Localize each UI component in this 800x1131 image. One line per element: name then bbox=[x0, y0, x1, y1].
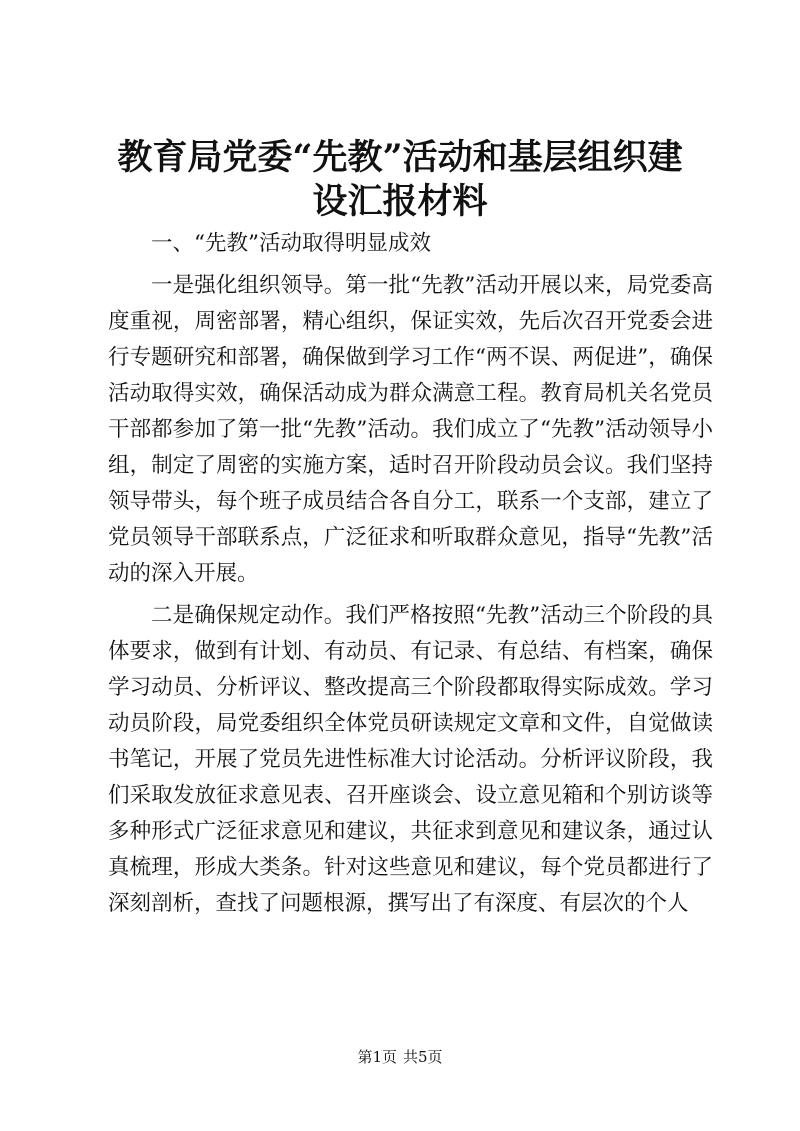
document-title: 教育局党委“先教”活动和基层组织建设汇报材料 bbox=[117, 137, 683, 222]
section-heading: 一、“先教”活动取得明显成效 bbox=[151, 231, 431, 256]
paragraph-2: 二是确保规定动作。我们严格按照“先教”活动三个阶段的具体要求，做到有计划、有动员、有记录、有总结、有档案，确保学习动员、分析评议、整改提高三个阶段都取得实际成效。学习动员阶段，局党委组织全体党员研读规定文章和文件，自觉做读书笔记，开展了党员先进性标准大讨论活动。分析评议阶段，我们采取发放征求意见表、召开座谈会、设立意见箱和个别访谈等多种形式广泛征求意见和建议，共征求到意见和建议条，通过认真梳理，形成大类条。针对这些意见和建议，每个党员都进行了深刻剖析，查找了问题根源，撰写出了有深度、有层次的个人 bbox=[108, 603, 713, 916]
page-footer bbox=[0, 1047, 800, 1067]
page-number-current: 第1页 bbox=[357, 1048, 397, 1066]
page-number-total: 共5页 bbox=[403, 1048, 443, 1066]
document-body bbox=[108, 226, 713, 922]
paragraph-1: 一是强化组织领导。第一批“先教”活动开展以来，局党委高度重视，周密部署，精心组织，保证实效，先后次召开党委会进行专题研究和部署，确保做到学习工作“两不误、两促进”，确保活动取得实效，确保活动成为群众满意工程。教育局机关名党员干部都参加了第一批“先教”活动。我们成立了“先教”活动领导小组，制定了周密的实施方案，适时召开阶段动员会议。我们坚持领导带头，每个班子成员结合各自分工，联系一个支部，建立了党员领导干部联系点，广泛征求和听取群众意见，指导“先教”活动的深入开展。 bbox=[108, 273, 713, 586]
